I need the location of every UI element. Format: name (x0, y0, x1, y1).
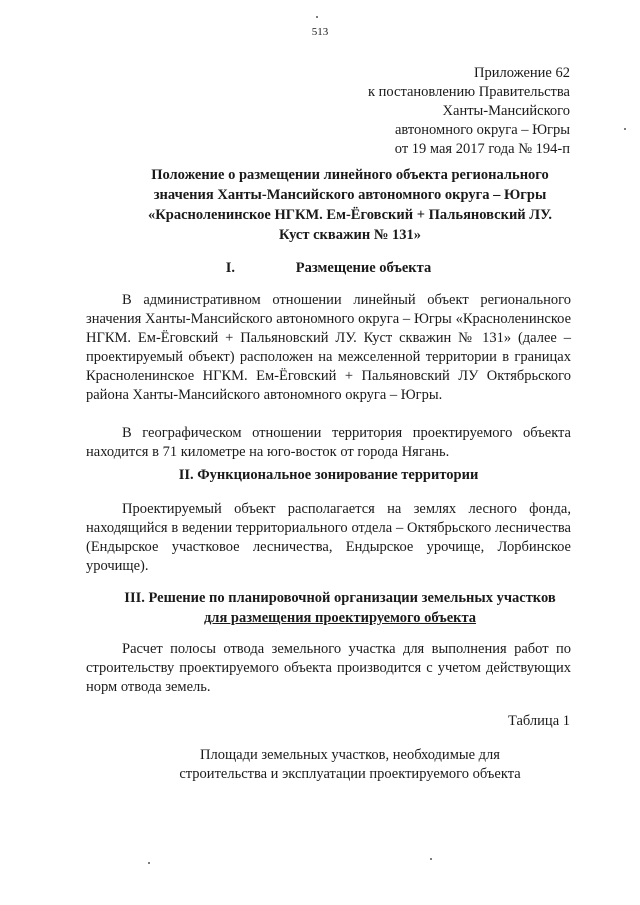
table-caption-line-1: Площади земельных участков, необходимые для (200, 747, 500, 763)
title-line: Куст скважин № 131» (278, 227, 422, 243)
page-number: 513 (311, 26, 329, 38)
section-3-title-line-1: III. Решение по планировочной организации земельных участков (124, 590, 556, 606)
annex-line: автономного округа – Югры (394, 122, 570, 138)
title-line: значения Ханты-Мансийского автономного округа – Югры (153, 187, 547, 203)
section-1-heading (86, 258, 571, 278)
section-2-heading: II. Функциональное зонирование территории (178, 467, 479, 483)
section-1-paragraph-2: В географическом отношении территория проектируемого объекта находится в 71 километре на юго-восток от города Нягань. (86, 425, 571, 460)
table-caption-line-2: строительства и эксплуатации проектируемого объекта (179, 766, 521, 782)
section-1-paragraph-1: В административном отношении линейный объект регионального значения Ханты-Мансийского автономного округа – Югры «Красноленинское НГКМ. Ем-Ёговский + Пальяновский ЛУ. Куст скважин № 131» (далее – проектируемый объект) расположен на межселенной территории в границах Красноленинское НГКМ. Ем-Ёговский + Пальяновский ЛУ Октябрьского района Ханты-Мансийского автономного округа – Югры. (86, 292, 571, 403)
section-3-title-line-2: для размещения проектируемого объекта (203, 610, 477, 626)
annex-line: Приложение 62 (474, 65, 570, 81)
document-title (120, 165, 580, 245)
scan-speck (624, 128, 626, 130)
annex-block (368, 64, 570, 159)
section-1-title: Размещение объекта (295, 260, 432, 276)
scan-speck (316, 16, 318, 18)
title-line: «Красноленинское НГКМ. Ем-Ёговский + Пальяновский ЛУ. (148, 207, 552, 223)
title-line: Положение о размещении линейного объекта регионального (151, 167, 549, 183)
scan-speck (430, 858, 432, 860)
annex-line: от 19 мая 2017 года № 194-п (394, 141, 570, 157)
section-1-number: I. (225, 260, 236, 276)
annex-line: к постановлению Правительства (368, 84, 570, 100)
section-3-heading (100, 588, 580, 628)
table-label: Таблица 1 (507, 713, 570, 729)
section-2-paragraph: Проектируемый объект располагается на землях лесного фонда, находящийся в ведении территориального отдела – Октябрьского лесничества (Ендырское участковое лесничества, Ендырское урочище, Лорбинское урочище). (86, 501, 571, 574)
annex-line: Ханты-Мансийского (442, 103, 570, 119)
section-3-paragraph: Расчет полосы отвода земельного участка для выполнения работ по строительству проектируемого объекта производится с учетом действующих норм отвода земель. (86, 641, 571, 695)
scan-speck (148, 862, 150, 864)
table-caption (120, 746, 580, 784)
